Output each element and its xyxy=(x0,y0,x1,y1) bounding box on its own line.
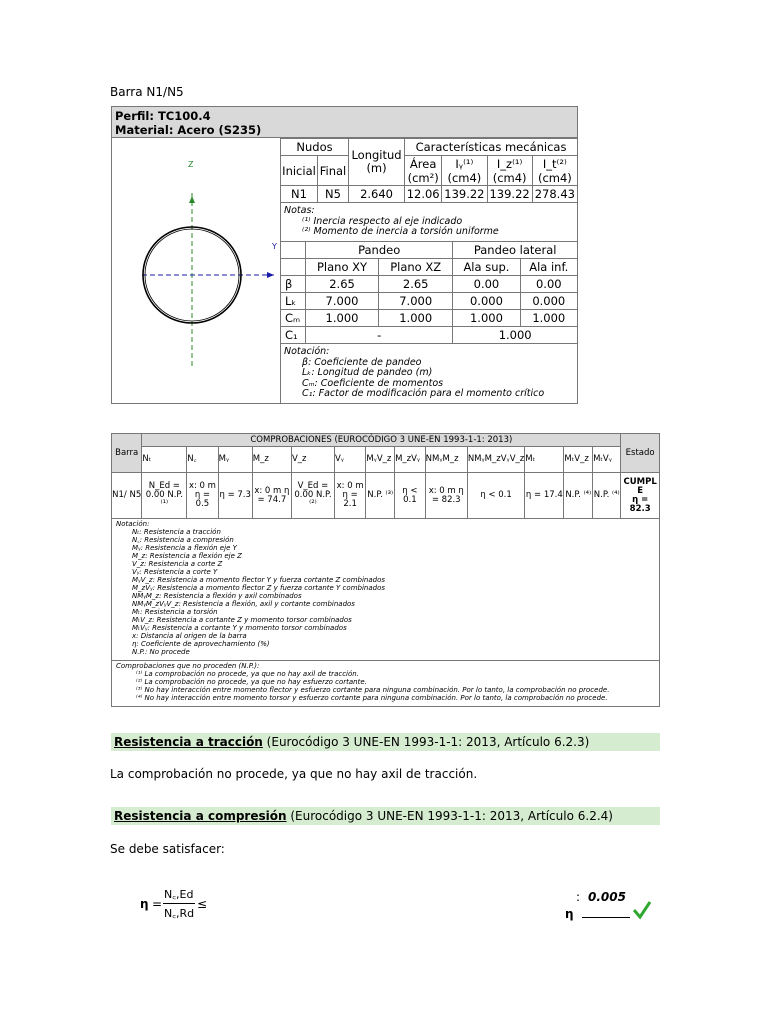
col-nmymzvyvz: NMᵧM_zVᵧV_z xyxy=(467,447,524,473)
result-colon: : xyxy=(576,890,581,904)
np-notes: Comprobaciones que no proceden (N.P.): ⁽¹⁾ La comprobación no procede, ya que no hay axil de tracción. ⁽²⁾ La comprobación no procede, ya que no hay esfuerzo cortante. ⁽³⁾ No hay interacción entre momento flector y esfuerzo cortante para ninguna combinación. Por lo tanto, la comprobación no procede. ⁽⁴⁾ No hay interacción entre momento torsor y esfuerzo cortante para ninguna combinación. Por lo tanto, la comprobación no procede. xyxy=(116,662,610,702)
cell-nt: N_Ed = 0.00 N.P.⁽¹⁾ xyxy=(142,473,187,519)
perfil-material: Material: Acero (S235) xyxy=(115,123,262,137)
result-eta: η xyxy=(565,907,574,921)
perfil-header xyxy=(112,107,577,138)
characteristics-table xyxy=(280,138,578,203)
section-drawing xyxy=(112,138,281,403)
cell-lk-inf: 0.000 xyxy=(520,293,577,310)
cell-iy: 139.22 xyxy=(442,186,487,203)
cell-my: η = 7.3 xyxy=(218,473,252,519)
barra-header: Barra xyxy=(112,434,142,473)
nudos-header: Nudos xyxy=(281,139,349,156)
cell-beta-xy: 2.65 xyxy=(306,276,379,293)
axis-z-label: Z xyxy=(188,160,194,169)
traccion-text: La comprobación no procede, ya que no hay axil de tracción. xyxy=(110,767,478,781)
cell-myvz: N.P. ⁽³⁾ xyxy=(366,473,395,519)
pandeo-lateral-header: Pandeo lateral xyxy=(453,242,578,259)
compresion-label: Resistencia a compresión xyxy=(114,809,287,823)
result-value: 0.005 xyxy=(588,890,626,904)
iy-header: Iᵧ⁽¹⁾ (cm4) xyxy=(442,156,487,186)
cell-cm-xz: 1.000 xyxy=(379,310,453,327)
cell-beta-xz: 2.65 xyxy=(379,276,453,293)
formula-numerator: N꜀,Ed xyxy=(164,888,194,901)
traccion-section-header xyxy=(111,733,660,751)
cell-cm-sup: 1.000 xyxy=(453,310,520,327)
bar-id: N1/ N5 xyxy=(112,473,142,519)
col-vy: Vᵧ xyxy=(334,447,365,473)
perfil-panel xyxy=(111,106,578,404)
perfil-notes: Notas: ⁽¹⁾ Inercia respecto al eje indicado ⁽²⁾ Momento de inercia a torsión uniforme xyxy=(284,205,499,237)
col-nc: N꜀ xyxy=(187,447,218,473)
cell-beta-inf: 0.00 xyxy=(520,276,577,293)
col-myvz: MᵧV_z xyxy=(366,447,395,473)
formula-fraction-bar xyxy=(163,903,195,904)
formula-denominator: N꜀,Rd xyxy=(164,907,195,920)
result-underline xyxy=(582,917,630,918)
check-icon xyxy=(632,900,652,920)
col-mz: M_z xyxy=(252,447,291,473)
cell-vz: V_Ed = 0.00 N.P.⁽²⁾ xyxy=(291,473,334,519)
compresion-section-header xyxy=(111,807,660,825)
it-header: I_t⁽²⁾ (cm4) xyxy=(532,156,577,186)
cell-mz: x: 0 m η = 74.7 xyxy=(252,473,291,519)
col-mtvz: MₜV_z xyxy=(564,447,593,473)
pandeo-table xyxy=(280,241,578,344)
tube-section-icon xyxy=(112,138,280,403)
cell-c1-lateral: 1.000 xyxy=(453,327,578,344)
lk-label: Lₖ xyxy=(281,293,306,310)
cell-nc: x: 0 m η = 0.5 xyxy=(187,473,218,519)
cell-iz: 139.22 xyxy=(487,186,532,203)
caract-header: Características mecánicas xyxy=(405,139,578,156)
cell-it: 278.43 xyxy=(532,186,577,203)
traccion-label: Resistencia a tracción xyxy=(114,735,263,749)
comp-title: COMPROBACIONES (EUROCÓDIGO 3 UNE-EN 1993-1-1: 2013) xyxy=(142,434,621,447)
plano-xz-header: Plano XZ xyxy=(379,259,453,276)
cell-c1-pandeo: - xyxy=(306,327,453,344)
plano-xy-header: Plano XY xyxy=(306,259,379,276)
c1-label: C₁ xyxy=(281,327,306,344)
cm-label: Cₘ xyxy=(281,310,306,327)
cell-nmymz: x: 0 m η = 82.3 xyxy=(425,473,467,519)
cell-mtvy: N.P. ⁽⁴⁾ xyxy=(593,473,621,519)
col-mzvy: M_zVᵧ xyxy=(395,447,426,473)
axis-y-label: Y xyxy=(272,242,277,251)
traccion-ref: (Eurocódigo 3 UNE-EN 1993-1-1: 2013, Artículo 6.2.3) xyxy=(262,735,590,749)
status-badge: CUMPL E η = 82.3 xyxy=(621,473,660,519)
cell-mtvz: N.P. ⁽⁴⁾ xyxy=(564,473,593,519)
col-my: Mᵧ xyxy=(218,447,252,473)
cell-final: N5 xyxy=(318,186,349,203)
col-mtvy: MₜVᵧ xyxy=(593,447,621,473)
divider xyxy=(112,660,659,661)
col-nmymz: NMᵧM_z xyxy=(425,447,467,473)
cell-lk-xy: 7.000 xyxy=(306,293,379,310)
cell-longitud: 2.640 xyxy=(349,186,405,203)
ala-inf-header: Ala inf. xyxy=(520,259,577,276)
final-header: Final xyxy=(318,156,349,186)
estado-header: Estado xyxy=(621,434,660,473)
cell-mzvy: η < 0.1 xyxy=(395,473,426,519)
cell-beta-sup: 0.00 xyxy=(453,276,520,293)
formula-eta: η xyxy=(140,897,149,911)
compresion-ref: (Eurocódigo 3 UNE-EN 1993-1-1: 2013, Artículo 6.2.4) xyxy=(286,809,613,823)
inicial-header: Inicial xyxy=(281,156,318,186)
longitud-header: Longitud (m) xyxy=(349,139,405,186)
cell-inicial: N1 xyxy=(281,186,318,203)
formula-eq: = xyxy=(152,897,163,911)
col-vz: V_z xyxy=(291,447,334,473)
cell-vy: x: 0 m η = 2.1 xyxy=(334,473,365,519)
formula-le: ≤ xyxy=(197,897,208,911)
col-nt: Nₜ xyxy=(142,447,187,473)
comp-notation: Notación: Nₜ: Resistencia a tracción N꜀: Resistencia a compresión Mᵧ: Resistencia a flexión eje Y M_z: Resistencia a flexión eje Z V_z: Resistencia a corte Z Vᵧ: Resistencia a corte Y MᵧV_z: Resistencia a momento flector Y y fuerza cortante Z combinados M_zVᵧ: Resistencia a momento flector Z y fuerza cortante Y combinados NMᵧM_z: Resistencia a flexión y axil combinados NMᵧM_zVᵧV_z: Resistencia a flexión, axil y cortante combinados Mₜ: Resistencia a torsión MₜV_z: Resistencia a cortante Z y momento torsor combinados MₜVᵧ: Resistencia a cortante Y y momento torsor combinados x: Distancia al origen de la barra η: Coeficiente de aprovechamiento (%) N.P.: No procede xyxy=(116,520,385,656)
cell-nmymzvyvz: η < 0.1 xyxy=(467,473,524,519)
perfil-name: Perfil: TC100.4 xyxy=(115,109,211,123)
area-header: Área (cm²) xyxy=(405,156,442,186)
cell-cm-inf: 1.000 xyxy=(520,310,577,327)
iz-header: I_z⁽¹⁾ (cm4) xyxy=(487,156,532,186)
pandeo-header: Pandeo xyxy=(306,242,453,259)
ala-sup-header: Ala sup. xyxy=(453,259,520,276)
cell-lk-xz: 7.000 xyxy=(379,293,453,310)
col-mt: Mₜ xyxy=(525,447,564,473)
cell-cm-xy: 1.000 xyxy=(306,310,379,327)
comprobaciones-table xyxy=(111,433,660,519)
pandeo-notes: Notación: β: Coeficiente de pandeo Lₖ: Longitud de pandeo (m) Cₘ: Coeficiente de momentos C₁: Factor de modificación para el momento crítico xyxy=(284,346,545,399)
cell-lk-sup: 0.000 xyxy=(453,293,520,310)
cell-mt: η = 17.4 xyxy=(525,473,564,519)
beta-label: β xyxy=(281,276,306,293)
comprobaciones-panel xyxy=(111,433,660,707)
compresion-text: Se debe satisfacer: xyxy=(110,842,225,856)
barra-heading: Barra N1/N5 xyxy=(110,85,184,99)
cell-area: 12.06 xyxy=(405,186,442,203)
